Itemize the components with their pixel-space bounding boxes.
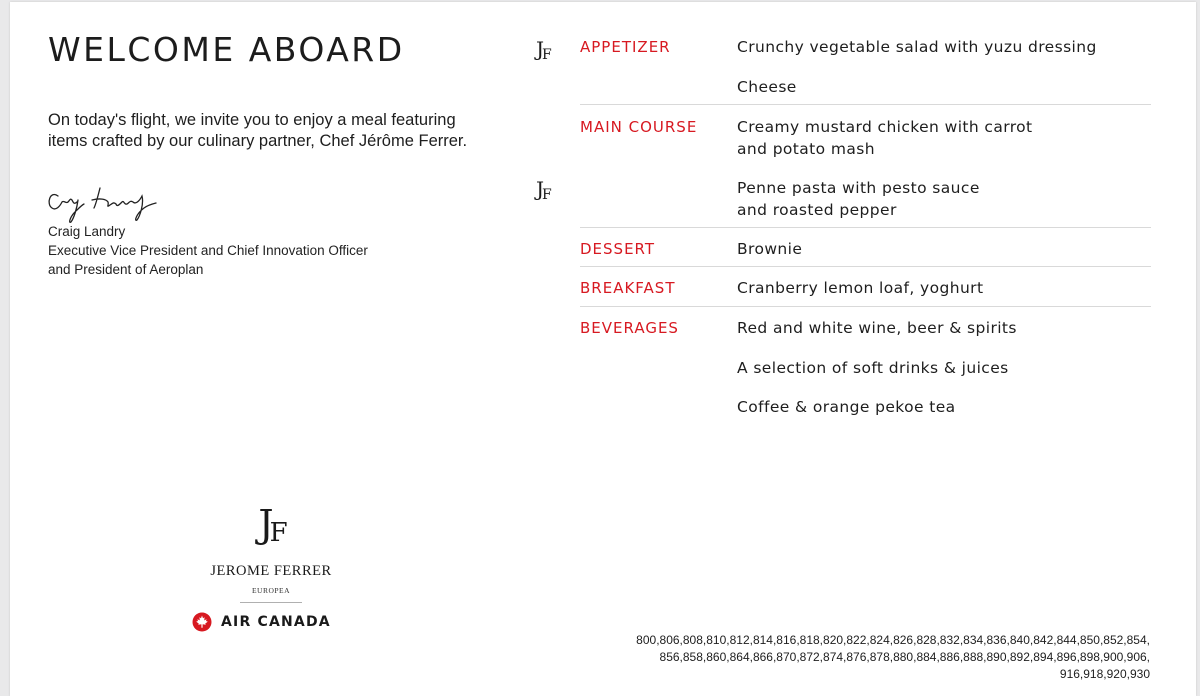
signer-title-line2: and President of Aeroplan bbox=[48, 262, 204, 277]
section-label-appetizer: APPETIZER bbox=[580, 38, 671, 56]
partner-divider bbox=[240, 602, 302, 603]
jf-marker-icon: JF bbox=[536, 37, 550, 63]
menu-card bbox=[10, 2, 1196, 696]
menu-item-line2: and potato mash bbox=[737, 140, 875, 158]
flight-numbers bbox=[590, 632, 1150, 683]
jf-monogram: JF bbox=[258, 502, 284, 548]
air-canada-logo bbox=[192, 612, 331, 632]
airline-name: AIR CANADA bbox=[221, 614, 331, 630]
menu-item: Coffee & orange pekoe tea bbox=[737, 398, 956, 416]
flight-numbers-line: 800,806,808,810,812,814,816,818,820,822,824,826,828,832,834,836,840,842,844,850,852,854, bbox=[636, 633, 1150, 647]
welcome-title: WELCOME ABOARD bbox=[48, 30, 405, 69]
menu-item: A selection of soft drinks & juices bbox=[737, 359, 1009, 377]
menu-item: Crunchy vegetable salad with yuzu dressing bbox=[737, 38, 1097, 56]
section-label-breakfast: BREAKFAST bbox=[580, 279, 676, 297]
menu-item: Brownie bbox=[737, 240, 803, 258]
menu-divider bbox=[580, 306, 1151, 307]
signer-title-line1: Executive Vice President and Chief Innovation Officer bbox=[48, 243, 368, 258]
partner-name: JEROME FERRER bbox=[210, 563, 332, 579]
section-label-beverages: BEVERAGES bbox=[580, 319, 679, 337]
menu-divider bbox=[580, 227, 1151, 228]
maple-leaf-roundel-icon bbox=[192, 612, 212, 632]
menu-divider bbox=[580, 266, 1151, 267]
menu-item: Red and white wine, beer & spirits bbox=[737, 319, 1017, 337]
welcome-intro: On today's flight, we invite you to enjoy a meal featuring items crafted by our culinary partner, Chef Jérôme Ferrer. bbox=[48, 111, 468, 150]
section-label-main-course: MAIN COURSE bbox=[580, 118, 698, 136]
signer-block bbox=[48, 222, 368, 279]
menu-item-line1: Creamy mustard chicken with carrot bbox=[737, 118, 1033, 136]
flight-numbers-line: 856,858,860,864,866,870,872,874,876,878,880,884,886,888,890,892,894,896,898,900,906, bbox=[659, 650, 1150, 664]
signer-name: Craig Landry bbox=[48, 224, 126, 239]
flight-numbers-line: 916,918,920,930 bbox=[1059, 667, 1150, 681]
jf-marker-icon: JF bbox=[536, 177, 550, 203]
menu-item-line2: and roasted pepper bbox=[737, 201, 897, 219]
menu-item: Cranberry lemon loaf, yoghurt bbox=[737, 279, 984, 297]
menu-item-line1: Penne pasta with pesto sauce bbox=[737, 179, 980, 197]
signature-image bbox=[44, 178, 164, 226]
partner-subtitle: EUROPEA bbox=[251, 586, 291, 595]
menu-divider bbox=[580, 104, 1151, 105]
section-label-dessert: DESSERT bbox=[580, 240, 656, 258]
jerome-ferrer-logo bbox=[196, 504, 346, 603]
menu-item: Cheese bbox=[737, 78, 797, 96]
